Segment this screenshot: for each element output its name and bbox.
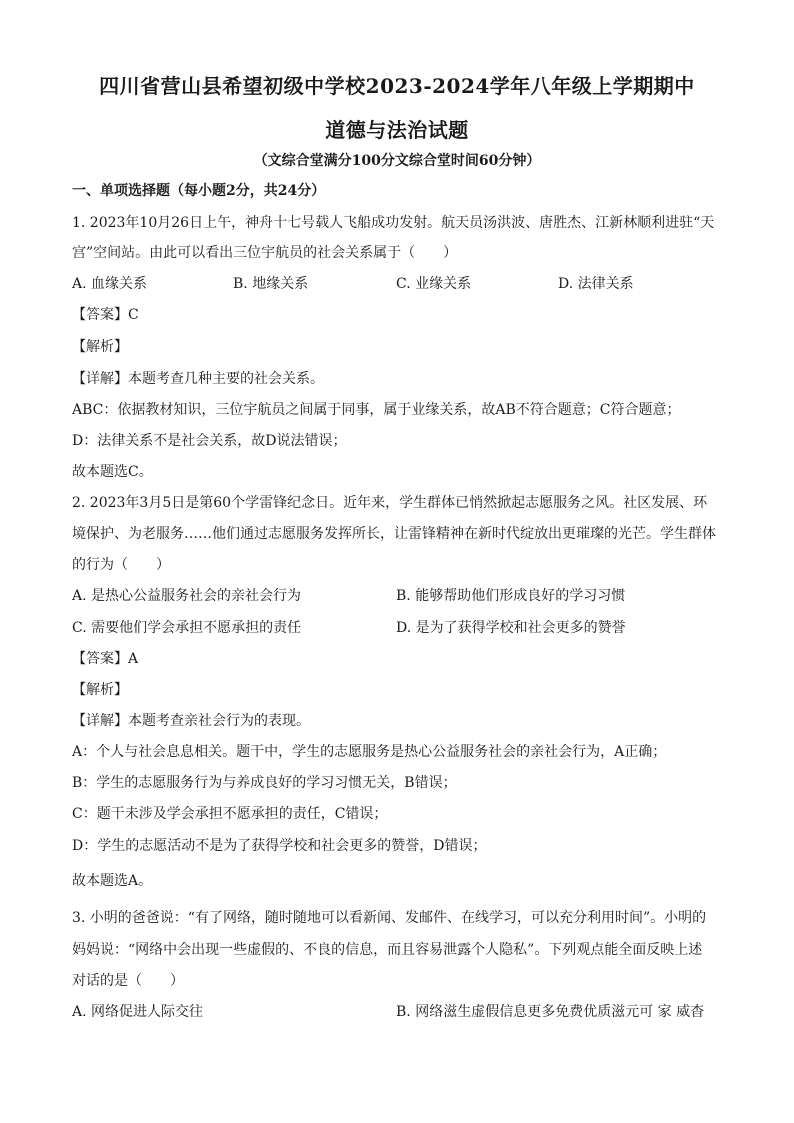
section-heading: 一、单项选择题（每小题2分，共24分）	[72, 183, 326, 199]
q3-stem-line3: 对话的是（ ）	[72, 973, 184, 989]
q1-stem-line2: 宫”空间站。由此可以看出三位宇航员的社会关系属于（ ）	[72, 245, 458, 261]
q1-stem-line1: 1. 2023年10月26日上午，神舟十七号载人飞船成功发射。航天员汤洪波、唐胜杰、江新林顺利进驻“天	[72, 215, 715, 231]
q3-stem-line1: 3. 小明的爸爸说：“有了网络，随时随地可以看新闻、发邮件、在线学习，可以充分利用时间”。小明的	[72, 910, 707, 926]
q2-option-c: C. 需要他们学会承担不愿承担的责任	[72, 620, 302, 636]
exam-title-line2: 道德与法治试题	[325, 118, 469, 142]
q2-option-a: A. 是热心公益服务社会的亲社会行为	[72, 588, 302, 604]
q1-option-c: C. 业缘关系	[396, 276, 472, 292]
q1-detail: 【详解】本题考查几种主要的社会关系。	[72, 371, 324, 387]
q2-detail: 【详解】本题考查亲社会行为的表现。	[72, 713, 310, 729]
q1-explain-1: ABC：依据教材知识，三位宇航员之间属于同事，属于业缘关系，故AB不符合题意；C符合题意；	[72, 402, 681, 418]
q3-stem-line2: 妈妈说：“网络中会出现一些虚假的、不良的信息，而且容易泄露个人隐私”。下列观点能全面反映上述	[72, 942, 703, 958]
q2-explain-3: C：题干未涉及学会承担不愿承担的责任，C错误；	[72, 806, 388, 822]
q2-stem-line2: 境保护、为老服务……他们通过志愿服务发挥所长，让雷锋精神在新时代绽放出更璀璨的光芒。学生群体	[72, 526, 716, 542]
q2-analysis-label: 【解析】	[72, 682, 128, 698]
q2-explain-4: D：学生的志愿活动不是为了获得学校和社会更多的赞誉，D错误；	[72, 838, 487, 854]
q1-option-b: B. 地缘关系	[233, 276, 309, 292]
q1-answer: 【答案】C	[72, 307, 139, 323]
q2-option-d: D. 是为了获得学校和社会更多的赞誉	[396, 620, 626, 636]
exam-subtitle: （文综合堂满分100分文综合堂时间60分钟）	[253, 153, 541, 169]
q1-option-a: A. 血缘关系	[72, 276, 148, 292]
q1-option-d: D. 法律关系	[558, 276, 634, 292]
q1-analysis-label: 【解析】	[72, 339, 128, 355]
q1-explain-2: D：法律关系不是社会关系，故D说法错误；	[72, 433, 347, 449]
q2-explain-2: B：学生的志愿服务行为与养成良好的学习习惯无关，B错误；	[72, 775, 457, 791]
q2-explain-5: 故本题选A。	[72, 873, 153, 889]
q2-answer: 【答案】A	[72, 651, 139, 667]
q2-option-b: B. 能够帮助他们形成良好的学习习惯	[396, 588, 626, 604]
q3-option-b: B. 网络滋生虚假信息更多免费优质滋元可 家 威杳	[396, 1004, 705, 1020]
q2-explain-1: A：个人与社会息息相关。题干中，学生的志愿服务是热心公益服务社会的亲社会行为，A正确；	[72, 744, 667, 760]
q2-stem-line1: 2. 2023年3月5日是第60个学雷锋纪念日。近年来，学生群体已悄然掀起志愿服务之风。社区发展、环	[72, 495, 708, 511]
q3-option-a: A. 网络促进人际交往	[72, 1004, 204, 1020]
exam-title-line1: 四川省营山县希望初级中学校2023-2024学年八年级上学期期中	[99, 74, 695, 98]
q2-stem-line3: 的行为（ ）	[72, 557, 170, 573]
q1-explain-3: 故本题选C。	[72, 464, 153, 480]
